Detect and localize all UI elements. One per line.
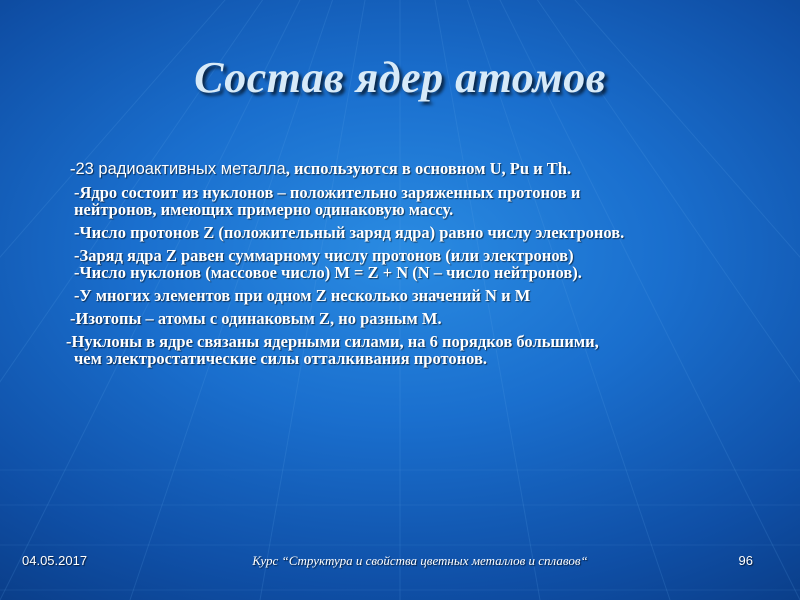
bullet-line: чем электростатические силы отталкивания протонов. [74, 349, 487, 368]
bullet-isotopes [62, 310, 762, 327]
bullet-line: -Заряд ядра Z равен суммарному числу протонов (или электронов) [74, 246, 574, 265]
bullet-nuclear-forces [62, 333, 762, 367]
bullet-line: -Нуклоны в ядре связаны ядерными силами, на 6 порядков большими, [66, 332, 599, 351]
bullet-rest: , используются в основном U, Pu и Th. [285, 159, 572, 178]
footer-date: 04.05.2017 [22, 553, 88, 568]
slide-title: Состав ядер атомов [194, 53, 606, 102]
bullet-nucleus-composition [62, 184, 762, 218]
bullet-line: -У многих элементов при одном Z несколько значений N и M [74, 286, 531, 305]
bullet-multiple-values [62, 287, 762, 304]
bullet-nuclear-charge [62, 247, 762, 281]
bullet-proton-count [62, 224, 762, 241]
bullet-line: -Изотопы – атомы с одинаковым Z, но разным M. [70, 309, 442, 328]
bullet-line: нейтронов, имеющих примерно одинаковую массу. [74, 200, 454, 219]
bullet-line: -Число протонов Z (положительный заряд ядра) равно числу электронов. [74, 223, 625, 242]
slide-body [62, 160, 762, 373]
bullet-line [70, 160, 762, 178]
bullet-line: -Число нуклонов (массовое число) M = Z + N (N – число нейтронов). [74, 263, 582, 282]
footer-page-number: 96 [738, 553, 753, 568]
bullet-lead: 23 радиоактивных металла [75, 160, 286, 178]
bullet-line: -Ядро состоит из нуклонов – положительно заряженных протонов и [74, 183, 581, 202]
footer-course-title: Курс “Структура и свойства цветных металлов и сплавов“ [252, 553, 588, 568]
bullet-dash: - [70, 159, 76, 178]
bullet-radioactive-metals [62, 160, 762, 178]
